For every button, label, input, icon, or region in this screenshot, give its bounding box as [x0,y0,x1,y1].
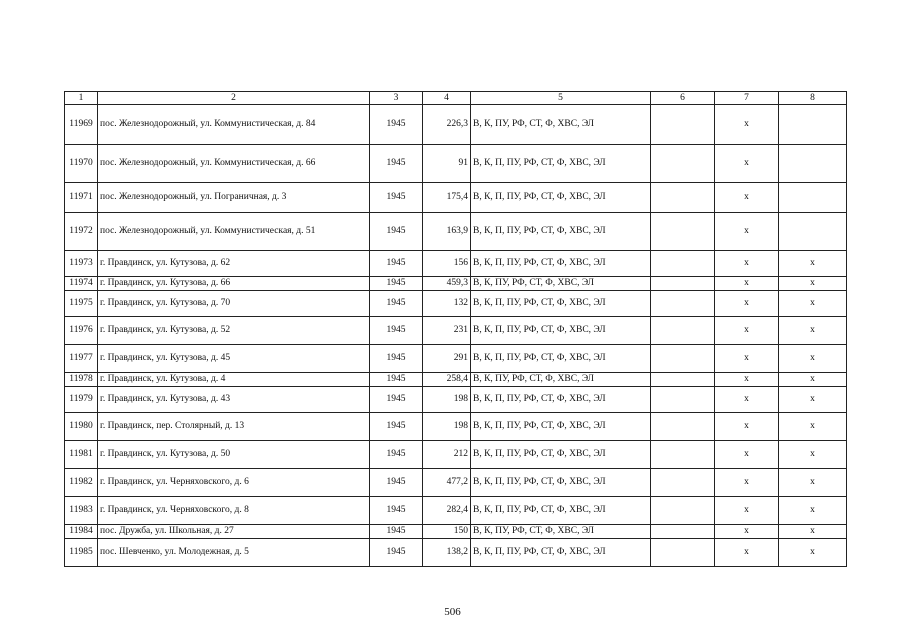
construction-year: 1945 [370,441,423,469]
construction-year: 1945 [370,469,423,497]
table-row [65,387,847,413]
address: г. Правдинск, ул. Кутузова, д. 52 [98,317,370,345]
table-row [65,525,847,539]
row-number: 11980 [65,413,98,441]
column-header-6: 6 [651,92,715,105]
floor-area: 163,9 [423,213,471,251]
column-7-mark: х [715,277,779,291]
column-7-mark: х [715,469,779,497]
floor-area: 258,4 [423,373,471,387]
address: г. Правдинск, ул. Кутузова, д. 50 [98,441,370,469]
row-number: 11983 [65,497,98,525]
column-header-7: 7 [715,92,779,105]
column-7-mark: х [715,317,779,345]
column-8-mark: х [779,497,847,525]
engineering-systems: В, К, П, ПУ, РФ, СТ, Ф, ХВС, ЭЛ [471,497,651,525]
floor-area: 226,3 [423,105,471,145]
column-8-mark: х [779,469,847,497]
column-8-mark: х [779,525,847,539]
column-header-1: 1 [65,92,98,105]
column-7-mark: х [715,387,779,413]
column-8-mark: х [779,539,847,567]
column-8-mark [779,105,847,145]
address: г. Правдинск, ул. Кутузова, д. 43 [98,387,370,413]
construction-year: 1945 [370,317,423,345]
table-body [65,105,847,567]
construction-year: 1945 [370,539,423,567]
construction-year: 1945 [370,387,423,413]
construction-year: 1945 [370,497,423,525]
table-row [65,105,847,145]
row-number: 11976 [65,317,98,345]
table-row [65,345,847,373]
row-number: 11969 [65,105,98,145]
construction-year: 1945 [370,105,423,145]
page-number: 506 [444,606,461,618]
floor-area: 198 [423,387,471,413]
column-6-mark [651,277,715,291]
engineering-systems: В, К, ПУ, РФ, СТ, Ф, ХВС, ЭЛ [471,277,651,291]
column-header-3: 3 [370,92,423,105]
row-number: 11982 [65,469,98,497]
column-8-mark: х [779,373,847,387]
table-row [65,251,847,277]
table-row [65,277,847,291]
engineering-systems: В, К, П, ПУ, РФ, СТ, Ф, ХВС, ЭЛ [471,317,651,345]
column-7-mark: х [715,213,779,251]
column-7-mark: х [715,345,779,373]
table-row [65,373,847,387]
engineering-systems: В, К, П, ПУ, РФ, СТ, Ф, ХВС, ЭЛ [471,387,651,413]
column-header-2: 2 [98,92,370,105]
column-8-mark: х [779,387,847,413]
table-row [65,497,847,525]
column-header-8: 8 [779,92,847,105]
address: г. Правдинск, ул. Кутузова, д. 66 [98,277,370,291]
column-7-mark: х [715,373,779,387]
engineering-systems: В, К, П, ПУ, РФ, СТ, Ф, ХВС, ЭЛ [471,291,651,317]
floor-area: 150 [423,525,471,539]
construction-year: 1945 [370,525,423,539]
floor-area: 291 [423,345,471,373]
table-row [65,145,847,183]
floor-area: 282,4 [423,497,471,525]
engineering-systems: В, К, ПУ, РФ, СТ, Ф, ХВС, ЭЛ [471,525,651,539]
column-6-mark [651,441,715,469]
address: г. Правдинск, ул. Кутузова, д. 45 [98,345,370,373]
column-8-mark: х [779,345,847,373]
floor-area: 198 [423,413,471,441]
construction-year: 1945 [370,291,423,317]
column-6-mark [651,213,715,251]
column-7-mark: х [715,145,779,183]
table-row [65,213,847,251]
column-number-row [65,92,847,105]
address: пос. Дружба, ул. Школьная, д. 27 [98,525,370,539]
address: г. Правдинск, ул. Кутузова, д. 4 [98,373,370,387]
column-8-mark: х [779,441,847,469]
table-row [65,183,847,213]
row-number: 11985 [65,539,98,567]
housing-register-table [64,91,847,567]
address: пос. Шевченко, ул. Молодежная, д. 5 [98,539,370,567]
engineering-systems: В, К, ПУ, РФ, СТ, Ф, ХВС, ЭЛ [471,373,651,387]
row-number: 11981 [65,441,98,469]
column-7-mark: х [715,105,779,145]
construction-year: 1945 [370,183,423,213]
table-row [65,441,847,469]
table-row [65,469,847,497]
column-6-mark [651,525,715,539]
construction-year: 1945 [370,145,423,183]
column-6-mark [651,345,715,373]
address: г. Правдинск, ул. Черняховского, д. 8 [98,497,370,525]
construction-year: 1945 [370,373,423,387]
column-6-mark [651,539,715,567]
row-number: 11984 [65,525,98,539]
column-8-mark: х [779,317,847,345]
address: пос. Железнодорожный, ул. Коммунистическая, д. 51 [98,213,370,251]
address: г. Правдинск, пер. Столярный, д. 13 [98,413,370,441]
row-number: 11974 [65,277,98,291]
column-8-mark [779,145,847,183]
row-number: 11970 [65,145,98,183]
floor-area: 91 [423,145,471,183]
column-6-mark [651,413,715,441]
engineering-systems: В, К, П, ПУ, РФ, СТ, Ф, ХВС, ЭЛ [471,413,651,441]
row-number: 11978 [65,373,98,387]
row-number: 11973 [65,251,98,277]
column-7-mark: х [715,251,779,277]
column-8-mark [779,213,847,251]
table-row [65,539,847,567]
row-number: 11977 [65,345,98,373]
column-6-mark [651,105,715,145]
column-7-mark: х [715,441,779,469]
engineering-systems: В, К, П, ПУ, РФ, СТ, Ф, ХВС, ЭЛ [471,469,651,497]
engineering-systems: В, К, П, ПУ, РФ, СТ, Ф, ХВС, ЭЛ [471,213,651,251]
column-6-mark [651,373,715,387]
floor-area: 175,4 [423,183,471,213]
column-header-5: 5 [471,92,651,105]
column-6-mark [651,183,715,213]
row-number: 11972 [65,213,98,251]
table-row [65,291,847,317]
construction-year: 1945 [370,213,423,251]
column-8-mark: х [779,291,847,317]
address: пос. Железнодорожный, ул. Пограничная, д. 3 [98,183,370,213]
column-header-4: 4 [423,92,471,105]
column-6-mark [651,387,715,413]
table-row [65,317,847,345]
engineering-systems: В, К, П, ПУ, РФ, СТ, Ф, ХВС, ЭЛ [471,539,651,567]
floor-area: 138,2 [423,539,471,567]
construction-year: 1945 [370,251,423,277]
column-7-mark: х [715,413,779,441]
address: пос. Железнодорожный, ул. Коммунистическая, д. 66 [98,145,370,183]
column-8-mark [779,183,847,213]
row-number: 11979 [65,387,98,413]
construction-year: 1945 [370,345,423,373]
column-7-mark: х [715,183,779,213]
engineering-systems: В, К, П, ПУ, РФ, СТ, Ф, ХВС, ЭЛ [471,183,651,213]
table-row [65,413,847,441]
address: пос. Железнодорожный, ул. Коммунистическая, д. 84 [98,105,370,145]
column-6-mark [651,251,715,277]
floor-area: 477,2 [423,469,471,497]
column-7-mark: х [715,497,779,525]
column-7-mark: х [715,525,779,539]
engineering-systems: В, К, П, ПУ, РФ, СТ, Ф, ХВС, ЭЛ [471,145,651,183]
column-7-mark: х [715,291,779,317]
column-6-mark [651,317,715,345]
engineering-systems: В, К, П, ПУ, РФ, СТ, Ф, ХВС, ЭЛ [471,345,651,373]
floor-area: 212 [423,441,471,469]
column-6-mark [651,145,715,183]
column-8-mark: х [779,277,847,291]
address: г. Правдинск, ул. Кутузова, д. 62 [98,251,370,277]
floor-area: 459,3 [423,277,471,291]
column-7-mark: х [715,539,779,567]
engineering-systems: В, К, ПУ, РФ, СТ, Ф, ХВС, ЭЛ [471,105,651,145]
row-number: 11975 [65,291,98,317]
row-number: 11971 [65,183,98,213]
column-6-mark [651,469,715,497]
column-8-mark: х [779,413,847,441]
construction-year: 1945 [370,277,423,291]
column-6-mark [651,497,715,525]
construction-year: 1945 [370,413,423,441]
column-8-mark: х [779,251,847,277]
floor-area: 156 [423,251,471,277]
engineering-systems: В, К, П, ПУ, РФ, СТ, Ф, ХВС, ЭЛ [471,441,651,469]
floor-area: 231 [423,317,471,345]
address: г. Правдинск, ул. Черняховского, д. 6 [98,469,370,497]
address: г. Правдинск, ул. Кутузова, д. 70 [98,291,370,317]
column-6-mark [651,291,715,317]
engineering-systems: В, К, П, ПУ, РФ, СТ, Ф, ХВС, ЭЛ [471,251,651,277]
floor-area: 132 [423,291,471,317]
